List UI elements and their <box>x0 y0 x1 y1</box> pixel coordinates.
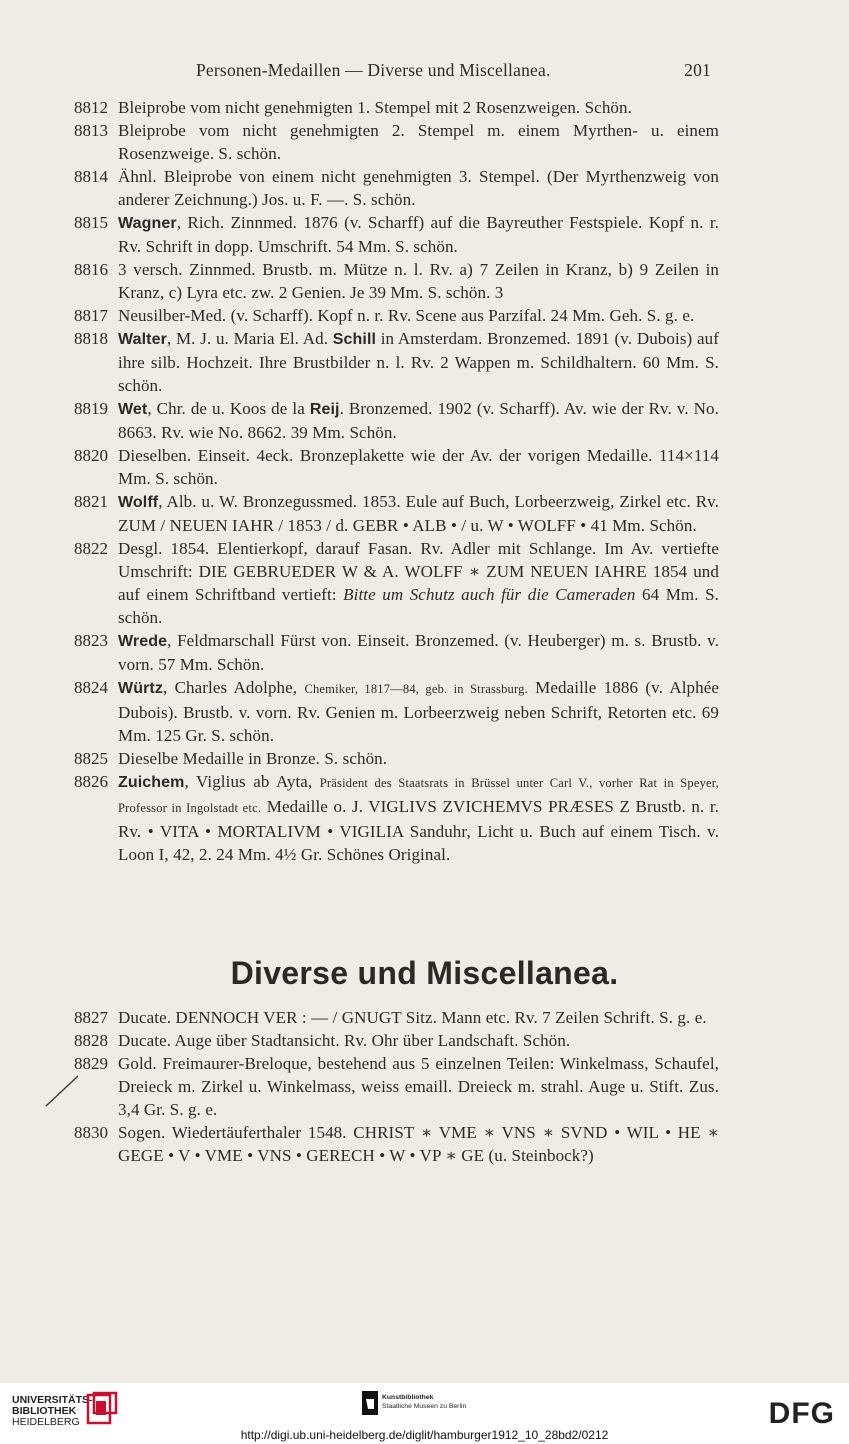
lot-text: , M. J. u. Maria El. Ad. <box>166 329 333 348</box>
ub-logo-text: UNIVERSITÄTS- BIBLIOTHEK HEIDELBERG <box>12 1394 93 1428</box>
header-title: Personen-Medaillen — Diverse und Miscellanea. <box>196 60 551 80</box>
lot-text: , Viglius ab Ayta, <box>184 772 320 791</box>
lot-description <box>118 327 719 397</box>
lot-number: 8812 <box>74 98 108 117</box>
lot-entry <box>0 1052 849 1121</box>
lot-number: 8830 <box>74 1123 108 1142</box>
lot-text: Medaille 1886 (v. Alphée Dubois). Brustb. v. vorn. Rv. Genien m. Lorbeerzweig neben Schrift, Retorten etc. 69 Mm. 125 Gr. S. schön. <box>118 678 720 745</box>
lot-entry <box>0 770 849 866</box>
lot-name: Wrede <box>118 633 168 650</box>
lot-entry <box>0 165 849 211</box>
lot-description <box>118 676 719 747</box>
lot-description <box>118 1121 719 1167</box>
lot-entry <box>0 444 849 490</box>
lot-text: Bitte um Schutz auch für die Cameraden <box>343 585 636 604</box>
lot-number: 8823 <box>74 631 108 650</box>
lot-text: Desgl. 1854. Elentierkopf, darauf Fasan. Rv. Adler mit Schlange. Im Av. vertiefte Umschrift: DIE GEBRUEDER W & A. WOLFF ∗ ZUM NEUEN IAHRE 1854 und auf einem Schriftband vertieft: <box>118 539 719 604</box>
lot-description <box>118 490 719 537</box>
lot-text: Gold. Freimaurer-Breloque, bestehend aus 5 einzelnen Teilen: Winkelmass, Schaufel, Dreieck m. Zirkel u. Winkelmass, weiss emaill. Dreieck m. strahl. Auge u. Stift. Zus. 3,4 Gr. S. g. e. <box>118 1054 719 1119</box>
lot-text: Bleiprobe vom nicht genehmigten 2. Stempel m. einem Myrthen- u. einem Rosenzweige. S. schön. <box>118 121 719 163</box>
lot-text: Ducate. Auge über Stadtansicht. Rv. Ohr über Landschaft. Schön. <box>118 1031 571 1050</box>
lot-entry <box>0 747 849 770</box>
lot-text: Dieselben. Einseit. 4eck. Bronzeplakette wie der Av. der vorigen Medaille. 114×114 Mm. S. schön. <box>118 446 719 488</box>
lot-number: 8818 <box>74 329 108 348</box>
lot-text: . Bronzemed. 1902 (v. Scharff). Av. wie der Rv. v. No. 8663. Rv. wie No. 8662. 39 Mm. Schön. <box>118 399 719 442</box>
lot-entry <box>0 327 849 397</box>
lot-description <box>118 397 719 444</box>
running-header <box>116 60 711 84</box>
lot-name: Reij <box>309 401 340 418</box>
lot-number: 8827 <box>74 1008 108 1027</box>
lot-description <box>118 211 719 258</box>
source-url[interactable]: http://digi.ub.uni-heidelberg.de/diglit/hamburger1912_10_28bd2/0212 <box>240 1428 609 1442</box>
footer <box>0 1383 849 1444</box>
dfg-logo: DFG <box>768 1397 835 1430</box>
lot-entry <box>0 629 849 676</box>
lot-text: Bleiprobe vom nicht genehmigten 1. Stempel mit 2 Rosenzweigen. Schön. <box>118 98 632 117</box>
lot-name: Walter <box>118 331 167 348</box>
lot-description <box>118 770 719 866</box>
lot-number: 8822 <box>74 539 108 558</box>
lot-entry <box>0 119 849 165</box>
lot-name: Zuichem <box>118 774 185 791</box>
lot-entry <box>0 537 849 629</box>
lot-text: Präsident des Staatsrats in Brüssel unter Carl V., vorher Rat in Speyer, Professor in Ingolstadt etc. <box>118 776 719 815</box>
lot-text: in Amsterdam. Bronzemed. 1891 (v. Dubois) auf ihre silb. Hochzeit. Ihre Brustbilder n. l. Rv. 2 Wappen m. Schildhaltern. 60 Mm. S. schön. <box>118 329 719 395</box>
lot-description <box>118 304 719 327</box>
lot-text: , Chr. de u. Koos de la <box>147 399 310 418</box>
lot-entry <box>0 1121 849 1167</box>
lot-entry <box>0 676 849 747</box>
lot-text: Sogen. Wiedertäuferthaler 1548. CHRIST ∗ VME ∗ VNS ∗ SVND • WIL • HE ∗ GEGE • V • VME • VNS • GERECH • W • VP ∗ GE (u. Steinbock?) <box>118 1123 719 1165</box>
lot-entry <box>0 211 849 258</box>
lot-entry <box>0 1006 849 1029</box>
lot-description <box>118 258 719 304</box>
lot-text: Neusilber-Med. (v. Scharff). Kopf n. r. Rv. Scene aus Parzifal. 24 Mm. Geh. S. g. e. <box>118 306 695 325</box>
lot-description <box>118 1029 719 1052</box>
pencil-mark-icon <box>44 1072 84 1108</box>
lot-number: 8815 <box>74 213 108 232</box>
lot-text: , Rich. Zinnmed. 1876 (v. Scharff) auf die Bayreuther Festspiele. Kopf n. r. Rv. Schrift in dopp. Umschrift. 54 Mm. S. schön. <box>118 213 719 256</box>
lot-text: 3 versch. Zinnmed. Brustb. m. Mütze n. l. Rv. a) 7 Zeilen in Kranz, b) 9 Zeilen in Kranz, c) Lyra etc. zw. 2 Genien. Je 39 Mm. S. schön. 3 <box>118 260 719 302</box>
lot-name: Schill <box>332 331 377 348</box>
lot-entry <box>0 490 849 537</box>
lot-text: 64 Mm. S. schön. <box>118 585 719 627</box>
lot-description <box>118 96 719 119</box>
lot-description <box>118 444 719 490</box>
lot-description <box>118 1006 719 1029</box>
section-heading: Diverse und Miscellanea. <box>230 955 619 991</box>
lot-entry <box>0 258 849 304</box>
lot-text: Medaille o. J. VIGLIVS ZVICHEMVS PRÆSES Z Brustb. n. r. Rv. • VITA • MORTALIVM • VIGILIA Sanduhr, Licht u. Buch auf einem Tisch. v. Loon I, 42, 2. 24 Mm. 4½ Gr. Schönes Original. <box>118 797 720 864</box>
lot-text: Ducate. DENNOCH VER : — / GNUGT Sitz. Mann etc. Rv. 7 Zeilen Schrift. S. g. e. <box>118 1008 707 1027</box>
lot-name: Würtz <box>118 680 163 697</box>
lot-entry <box>0 96 849 119</box>
lot-number: 8814 <box>74 167 108 186</box>
lot-number: 8813 <box>74 121 108 140</box>
lot-entry <box>0 397 849 444</box>
lot-description <box>118 747 719 770</box>
lot-text: , Feldmarschall Fürst von. Einseit. Bronzemed. (v. Heuberger) m. s. Brustb. v. vorn. 57 Mm. Schön. <box>118 631 719 674</box>
lot-number: 8820 <box>74 446 108 465</box>
lot-number: 8819 <box>74 399 108 418</box>
lot-text: Ähnl. Bleiprobe von einem nicht genehmigten 3. Stempel. (Der Myrthenzweig von anderer Zeichnung.) Jos. u. F. —. S. schön. <box>118 167 719 209</box>
kunstbibliothek-text: Kunstbibliothek Staatliche Museen zu Berlin <box>382 1394 467 1410</box>
lot-number: 8817 <box>74 306 108 325</box>
lot-number: 8816 <box>74 260 108 279</box>
lot-description <box>118 165 719 211</box>
lot-number: 8829 <box>74 1054 108 1073</box>
lot-number: 8826 <box>74 772 108 791</box>
lot-entry <box>0 304 849 327</box>
lot-text: , Alb. u. W. Bronzegussmed. 1853. Eule auf Buch, Lorbeerzweig, Zirkel etc. Rv. ZUM / NEUEN IAHR / 1853 / d. GEBR • ALB • / u. W • WOLFF • 41 Mm. Schön. <box>118 492 719 535</box>
lot-text: Dieselbe Medaille in Bronze. S. schön. <box>118 749 388 768</box>
lot-number: 8821 <box>74 492 108 511</box>
lot-name: Wolff <box>118 494 159 511</box>
ub-logo-icon <box>86 1391 118 1425</box>
lot-name: Wet <box>118 401 148 418</box>
lot-text: Chemiker, 1817—84, geb. in Strassburg. <box>304 682 528 696</box>
lot-list-miscellanea <box>0 1006 849 1167</box>
lot-description <box>118 629 719 676</box>
lot-entry <box>0 1029 849 1052</box>
lot-number: 8828 <box>74 1031 108 1050</box>
kunstbibliothek-logo-icon <box>362 1391 378 1415</box>
lot-text: , Charles Adolphe, <box>162 678 305 697</box>
lot-description <box>118 119 719 165</box>
lot-description <box>118 1052 719 1121</box>
lot-number: 8824 <box>74 678 108 697</box>
lot-description <box>118 537 719 629</box>
lot-name: Wagner <box>118 215 177 232</box>
lot-list-medals <box>0 96 849 866</box>
lot-number: 8825 <box>74 749 108 768</box>
page-number: 201 <box>684 60 711 80</box>
